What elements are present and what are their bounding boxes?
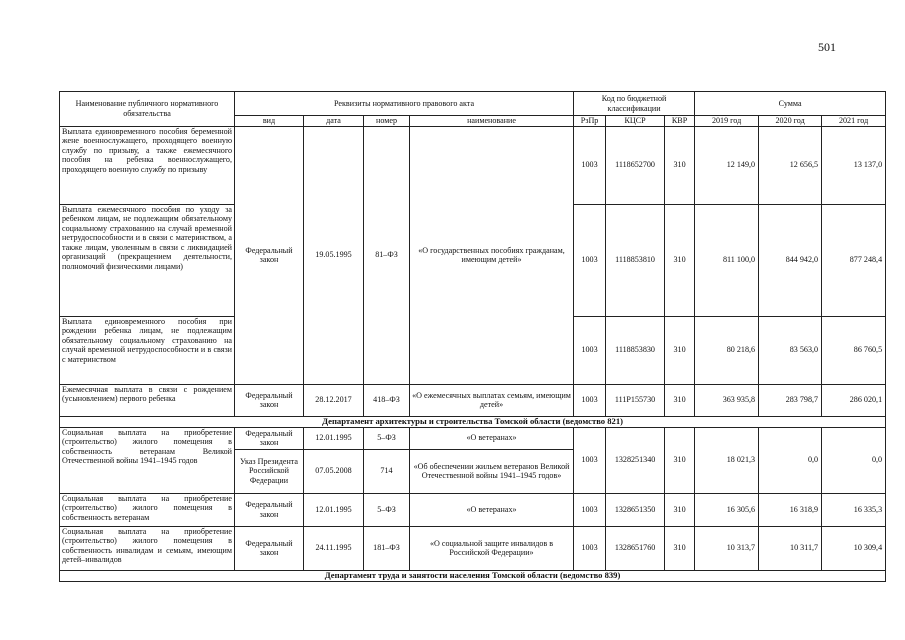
act-number-cell: 418–ФЗ: [364, 384, 410, 416]
header-2021: 2021 год: [822, 116, 886, 127]
header-budget-code: Код по бюджетной классификации: [574, 92, 695, 116]
act-number-cell: 81–ФЗ: [364, 126, 410, 384]
sum-2020-cell: 16 318,9: [759, 493, 822, 526]
act-number-cell: 5–ФЗ: [364, 427, 410, 449]
act-name-cell: «О ветеранах»: [410, 493, 574, 526]
act-kind-cell: Федеральный закон: [235, 526, 304, 570]
act-number-cell: 5–ФЗ: [364, 493, 410, 526]
header-kvr: КВР: [665, 116, 695, 127]
rzpr-cell: 1003: [574, 316, 606, 384]
department-839-heading: Департамент труда и занятости населения Томской области (ведомство 839): [60, 570, 886, 581]
sum-2019-cell: 10 313,7: [695, 526, 759, 570]
act-date-cell: 12.01.1995: [304, 493, 364, 526]
sum-2019-cell: 363 935,8: [695, 384, 759, 416]
kcsr-cell: 1118853810: [606, 204, 665, 316]
kvr-cell: 310: [665, 384, 695, 416]
act-date-cell: 19.05.1995: [304, 126, 364, 384]
sum-2020-cell: 10 311,7: [759, 526, 822, 570]
act-name-cell: «О ежемесячных выплатах семьям, имеющим детей»: [410, 384, 574, 416]
department-821-heading: Департамент архитектуры и строительства Томской области (ведомство 821): [60, 416, 886, 427]
department-row: [60, 416, 886, 427]
sum-2019-cell: 16 305,6: [695, 493, 759, 526]
header-rzpr: РзПр: [574, 116, 606, 127]
act-name-cell: «О социальной защите инвалидов в Российской Федерации»: [410, 526, 574, 570]
sum-2020-cell: 0,0: [759, 427, 822, 493]
header-sum: Сумма: [695, 92, 886, 116]
header-row-1: [60, 92, 886, 116]
kcsr-cell: 1328651350: [606, 493, 665, 526]
act-kind-cell: Федеральный закон: [235, 384, 304, 416]
rzpr-cell: 1003: [574, 526, 606, 570]
table-row: [60, 427, 886, 449]
rzpr-cell: 1003: [574, 493, 606, 526]
sum-2020-cell: 844 942,0: [759, 204, 822, 316]
act-name-cell: «Об обеспечении жильем ветеранов Великой Отечественной войны 1941–1945 годов»: [410, 449, 574, 493]
header-obligation: Наименование публичного нормативного обязательства: [60, 92, 235, 127]
sum-2020-cell: 83 563,0: [759, 316, 822, 384]
act-number-cell: 714: [364, 449, 410, 493]
rzpr-cell: 1003: [574, 427, 606, 493]
page-number: 501: [818, 40, 836, 54]
kvr-cell: 310: [665, 493, 695, 526]
sum-2021-cell: 86 760,5: [822, 316, 886, 384]
kvr-cell: 310: [665, 526, 695, 570]
kcsr-cell: 1118652700: [606, 126, 665, 204]
rzpr-cell: 1003: [574, 126, 606, 204]
obligation-cell: Социальная выплата на приобретение (строительство) жилого помещения в собственность инвалидам и семьям, имеющим детей–инвалидов: [60, 526, 235, 570]
sum-2019-cell: 811 100,0: [695, 204, 759, 316]
act-name-cell: «О ветеранах»: [410, 427, 574, 449]
sum-2021-cell: 286 020,1: [822, 384, 886, 416]
header-date: дата: [304, 116, 364, 127]
sum-2019-cell: 12 149,0: [695, 126, 759, 204]
obligation-cell: Выплата ежемесячного пособия по уходу за ребенком лицам, не подлежащим обязательному социальному страхованию на случай временной нетрудоспособности и в связи с материнством, а также лицам, уволенным в связи с ликвидацией организаций (прекращением деятельности, полномочий физическими лицами): [60, 204, 235, 316]
rzpr-cell: 1003: [574, 204, 606, 316]
kcsr-cell: 111P155730: [606, 384, 665, 416]
header-act-details: Реквизиты нормативного правового акта: [235, 92, 574, 116]
table-row: [60, 126, 886, 204]
obligation-cell: Социальная выплата на приобретение (строительство) жилого помещения в собственность ветеранам: [60, 493, 235, 526]
table-row: [60, 526, 886, 570]
sum-2020-cell: 12 656,5: [759, 126, 822, 204]
kcsr-cell: 1328651760: [606, 526, 665, 570]
sum-2021-cell: 16 335,3: [822, 493, 886, 526]
kvr-cell: 310: [665, 126, 695, 204]
sum-2021-cell: 877 248,4: [822, 204, 886, 316]
obligation-cell: Социальная выплата на приобретение (строительство) жилого помещения в собственность ветеранам Великой Отечественной войны 1941–1945 годов: [60, 427, 235, 493]
budget-obligations-table: [59, 91, 886, 582]
act-kind-cell: Федеральный закон: [235, 427, 304, 449]
header-number: номер: [364, 116, 410, 127]
kvr-cell: 310: [665, 204, 695, 316]
header-2020: 2020 год: [759, 116, 822, 127]
sum-2019-cell: 80 218,6: [695, 316, 759, 384]
department-row: [60, 570, 886, 581]
obligation-cell: Выплата единовременного пособия при рождении ребенка лицам, не подлежащим обязательному социальному страхованию на случай временной нетрудоспособности и в связи с материнством: [60, 316, 235, 384]
act-date-cell: 28.12.2017: [304, 384, 364, 416]
header-name: наименование: [410, 116, 574, 127]
sum-2020-cell: 283 798,7: [759, 384, 822, 416]
obligation-cell: Выплата единовременного пособия беременной жене военнослужащего, проходящего военную службу по призыву, а также ежемесячного пособия на ребенка военнослужащего, проходящего военную службу по призыву: [60, 126, 235, 204]
table-row: [60, 384, 886, 416]
kvr-cell: 310: [665, 316, 695, 384]
obligation-cell: Ежемесячная выплата в связи с рождением (усыновлением) первого ребенка: [60, 384, 235, 416]
header-kcsr: КЦСР: [606, 116, 665, 127]
act-name-cell: «О государственных пособиях гражданам, имеющим детей»: [410, 126, 574, 384]
sum-2021-cell: 10 309,4: [822, 526, 886, 570]
sum-2021-cell: 0,0: [822, 427, 886, 493]
table-row: [60, 493, 886, 526]
kcsr-cell: 1118853830: [606, 316, 665, 384]
act-kind-cell: Указ Президента Российской Федерации: [235, 449, 304, 493]
kcsr-cell: 1328251340: [606, 427, 665, 493]
kvr-cell: 310: [665, 427, 695, 493]
act-kind-cell: Федеральный закон: [235, 493, 304, 526]
rzpr-cell: 1003: [574, 384, 606, 416]
act-date-cell: 07.05.2008: [304, 449, 364, 493]
sum-2019-cell: 18 021,3: [695, 427, 759, 493]
header-kind: вид: [235, 116, 304, 127]
act-kind-cell: Федеральный закон: [235, 126, 304, 384]
act-date-cell: 24.11.1995: [304, 526, 364, 570]
act-number-cell: 181–ФЗ: [364, 526, 410, 570]
sum-2021-cell: 13 137,0: [822, 126, 886, 204]
header-2019: 2019 год: [695, 116, 759, 127]
act-date-cell: 12.01.1995: [304, 427, 364, 449]
